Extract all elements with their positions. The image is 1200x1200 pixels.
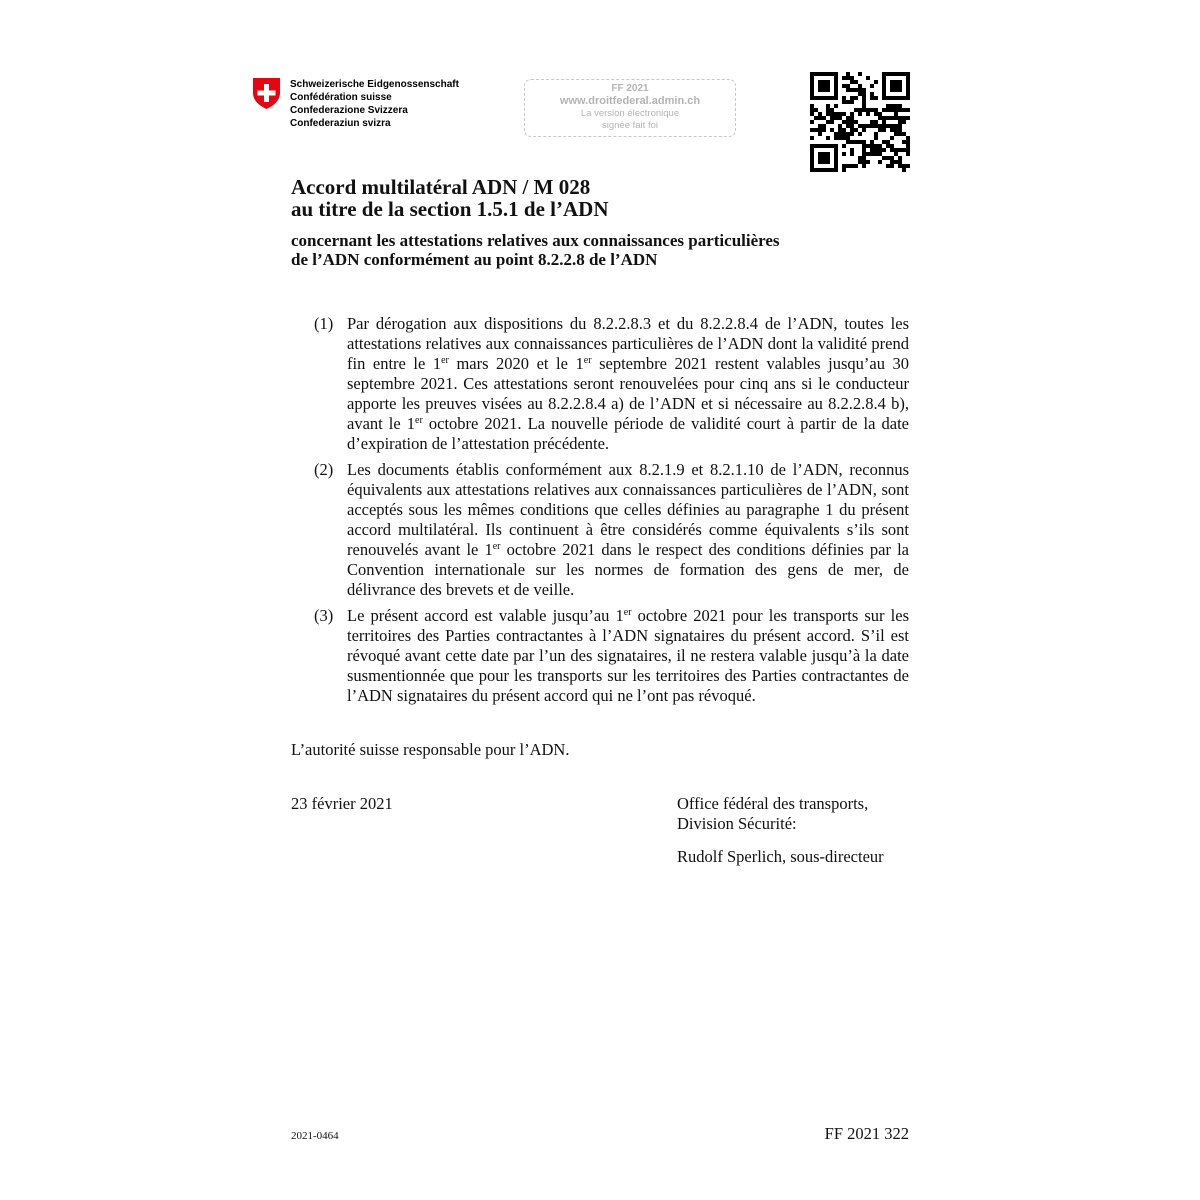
superscript: er xyxy=(583,355,592,366)
paragraph-number: (3) xyxy=(314,606,334,625)
paragraph-3 xyxy=(291,606,909,706)
signature-date: 23 février 2021 xyxy=(291,794,393,813)
paragraph-text: octobre 2021 pour les transports sur les territoires des Parties contractantes à l’ADN signataires du présent accord. S’il est révoqué avant cette date par l’un des signataires, il ne restera valable jusqu’à la date susmentionnée que pour les transports sur les territoires des Parties contractantes de l’ADN signataires du présent accord qui ne l’ont pas révoqué. xyxy=(347,606,909,705)
stamp-line-4: signée fait foi xyxy=(602,120,658,131)
paragraph-number: (2) xyxy=(314,460,334,479)
document-subtitle xyxy=(291,231,911,269)
gov-line-fr: Confédération suisse xyxy=(290,92,392,103)
paragraph-text: octobre 2021. La nouvelle période de validité court à partir de la date d’expiration de l’attestation précédente. xyxy=(347,414,909,453)
superscript: er xyxy=(415,415,423,426)
paragraph-2 xyxy=(291,460,909,600)
gov-line-rm: Confederaziun svizra xyxy=(290,118,391,129)
paragraph-text: Le présent accord est valable jusqu’au 1 xyxy=(347,606,624,625)
office-line-2: Division Sécurité: xyxy=(677,814,797,833)
superscript: er xyxy=(492,541,501,552)
paragraph-number: (1) xyxy=(314,314,334,333)
title-line-2: au titre de la section 1.5.1 de l’ADN xyxy=(291,197,609,221)
closing-statement: L’autorité suisse responsable pour l’ADN. xyxy=(291,740,570,759)
paragraph-text: mars 2020 et le 1 xyxy=(448,354,584,373)
title-line-1: Accord multilatéral ADN / M 028 xyxy=(291,175,591,199)
paragraph-text: Par dérogation aux dispositions du 8.2.2.8.3 et du 8.2.2.8.4 de l’ADN, toutes les attestations relatives aux connaissances particulières de l’ADN dont la validité prend fin entre le 1 xyxy=(347,314,909,373)
stamp-line-1: FF 2021 xyxy=(611,83,649,94)
paragraph-text: octobre 2021 dans le respect des conditions définies par la Convention internationale sur les normes de formation des gens de mer, de délivrance des brevets et de veille. xyxy=(347,540,909,599)
qr-code-icon xyxy=(810,72,910,172)
subtitle-line-1: concernant les attestations relatives aux connaissances particulières xyxy=(291,231,780,250)
stamp-line-3: La version électronique xyxy=(580,108,680,119)
gov-line-de: Schweizerische Eidgenossenschaft xyxy=(290,79,459,90)
signer-name: Rudolf Sperlich, sous-directeur xyxy=(677,847,884,866)
stamp-url: www.droitfederal.admin.ch xyxy=(559,95,701,107)
document-title xyxy=(291,176,911,220)
swiss-shield-icon xyxy=(252,77,281,110)
office-line-1: Office fédéral des transports, xyxy=(677,794,869,813)
electronic-version-stamp xyxy=(524,79,736,137)
issuing-office xyxy=(677,794,868,834)
paragraph-list xyxy=(291,314,909,712)
subtitle-line-2: de l’ADN conformément au point 8.2.2.8 de l’ADN xyxy=(291,250,658,269)
superscript: er xyxy=(441,355,449,366)
gov-line-it: Confederazione Svizzera xyxy=(290,105,408,116)
paragraph-1 xyxy=(291,314,909,454)
page-reference: FF 2021 322 xyxy=(824,1124,909,1143)
document-reference: 2021-0464 xyxy=(291,1130,339,1142)
swiss-federal-logo xyxy=(252,77,482,137)
government-name-lines xyxy=(290,78,459,130)
paragraph-text: septembre 2021 restent valables jusqu’au 30 septembre 2021. Ces attestations seront renouvelées pour cinq ans si le conducteur apporte les preuves visées au 8.2.2.8.4 a) de l’ADN et si nécessaire au 8.2.2.8.4 b), avant le 1 xyxy=(347,354,909,433)
superscript: er xyxy=(623,607,632,618)
paragraph-text: Les documents établis conformément aux 8.2.1.9 et 8.2.1.10 de l’ADN, reconnus équivalents aux attestations relatives aux connaissances particulières de l’ADN, sont acceptés sous les mêmes conditions que celles définies au paragraphe 1 du présent accord multilatéral. Ils continuent à être considérés comme équivalents s’ils sont renouvelés avant le 1 xyxy=(347,460,909,559)
